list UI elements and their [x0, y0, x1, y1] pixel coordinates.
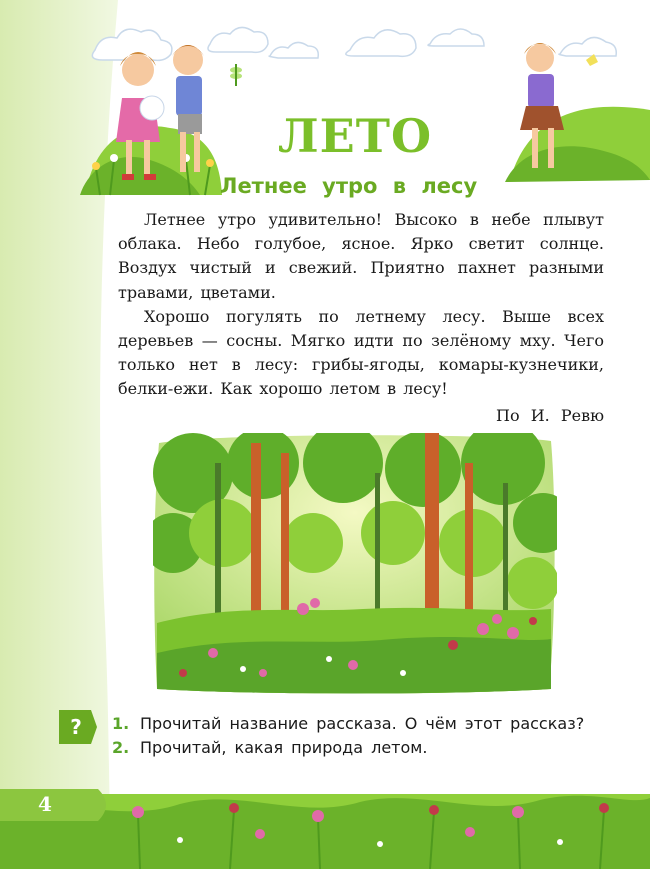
question-item — [112, 737, 604, 759]
story-author: По И. Ревю — [496, 405, 604, 425]
questions-list — [112, 713, 604, 761]
story-title: Летнее утро в лесу — [220, 174, 478, 198]
forest-illustration — [153, 433, 557, 695]
header-illustration — [0, 0, 650, 200]
story-text — [118, 208, 604, 428]
question-number: 2. — [112, 738, 130, 757]
question-text: Прочитай, какая природа летом. — [140, 738, 428, 757]
question-badge-label: ? — [70, 715, 82, 739]
story-paragraph: Летнее утро удивительно! Высоко в небе плывут облака. Небо голубое, ясное. Ярко светит солнце. Воздух чистый и свежий. Приятно пахнет разными травами, цветами. — [118, 210, 604, 302]
question-number: 1. — [112, 714, 130, 733]
question-text: Прочитай название рассказа. О чём этот рассказ? — [140, 714, 585, 733]
page-number: 4 — [38, 792, 52, 816]
dragonfly-icon — [230, 64, 242, 86]
section-title: ЛЕТО — [277, 108, 433, 163]
question-item — [112, 713, 604, 735]
page-number-tab — [0, 789, 114, 821]
story-paragraph: Хорошо погулять по летнему лесу. Выше всех деревьев — сосны. Мягко идти по зелёному мху. Чего только нет в лесу: грибы-ягоды, комары-кузнечики, белки-ежи. Как хорошо летом в лесу! — [118, 306, 604, 399]
